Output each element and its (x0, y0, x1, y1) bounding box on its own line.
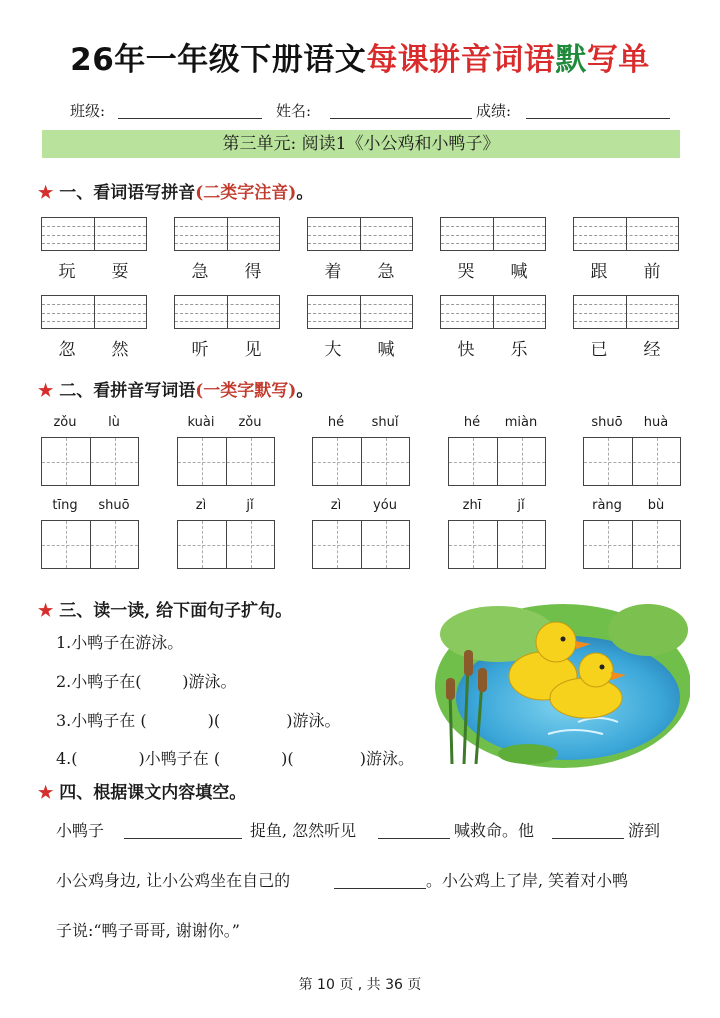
word-character: 喊 (377, 340, 395, 360)
character-writing-grid[interactable] (312, 437, 410, 486)
section3-title: 三、读一读, 给下面句子扩句。 (59, 601, 293, 621)
pinyin-writing-box[interactable] (307, 295, 413, 329)
section2-heading (38, 376, 313, 401)
para-text-5: 小公鸡身边, 让小公鸡坐在自己的 (56, 871, 291, 890)
word-character: 前 (643, 262, 661, 282)
section1-title: 一、看词语写拼音 (59, 183, 196, 203)
character-writing-grid[interactable] (41, 520, 139, 569)
pinyin-writing-box[interactable] (573, 217, 679, 251)
word-character: 然 (111, 340, 129, 360)
word-character: 听 (191, 340, 209, 360)
word-character: 急 (191, 262, 209, 282)
word-character: 乐 (510, 340, 528, 360)
name-field[interactable] (330, 118, 472, 119)
pinyin-writing-box[interactable] (573, 295, 679, 329)
star-icon: ★ (38, 381, 54, 401)
star-icon: ★ (38, 601, 54, 621)
para-text-2: 捉鱼, 忽然听见 (250, 821, 357, 840)
class-field[interactable] (118, 118, 262, 119)
pinyin-label: zì (330, 498, 342, 513)
duck-illustration (428, 594, 690, 770)
character-writing-grid[interactable] (583, 520, 681, 569)
pinyin-label: yóu (373, 498, 397, 513)
pinyin-label: miàn (504, 415, 538, 430)
word-character: 耍 (111, 262, 129, 282)
word-character: 已 (590, 340, 608, 360)
pinyin-label: shuō (98, 498, 130, 513)
para-text-3: 喊救命。他 (454, 821, 535, 840)
word-character: 玩 (58, 262, 76, 282)
word-character: 急 (377, 262, 395, 282)
pinyin-writing-box[interactable] (41, 217, 147, 251)
page-footer: 第 10 页 , 共 36 页 (298, 977, 422, 993)
pinyin-label: huà (643, 415, 669, 430)
word-character: 着 (324, 262, 342, 282)
pinyin-writing-box[interactable] (307, 217, 413, 251)
title-part-green: 默 (555, 42, 587, 78)
sentence-2: 2.小鸭子在( )游泳。 (56, 672, 237, 691)
duck-pond-image (428, 594, 690, 770)
class-label: 班级: (70, 102, 106, 120)
pinyin-label: hé (463, 415, 481, 430)
character-writing-grid[interactable] (448, 437, 546, 486)
fill-blank-2[interactable] (378, 838, 450, 839)
section2-end: 。 (296, 381, 314, 401)
word-character: 忽 (58, 340, 76, 360)
pinyin-label: shuō (591, 415, 623, 430)
pinyin-label: lù (108, 415, 120, 430)
section2-note: (一类字默写) (195, 381, 297, 401)
fill-blank-3[interactable] (552, 838, 624, 839)
para-text-1: 小鸭子 (56, 821, 105, 840)
section4-heading (38, 778, 246, 803)
pinyin-writing-box[interactable] (41, 295, 147, 329)
pinyin-writing-box[interactable] (440, 217, 546, 251)
pinyin-label: zhī (462, 498, 482, 513)
word-character: 哭 (457, 262, 475, 282)
pinyin-label: ràng (592, 498, 622, 513)
word-character: 跟 (590, 262, 608, 282)
pinyin-writing-box[interactable] (174, 217, 280, 251)
fill-blank-1[interactable] (124, 838, 242, 839)
pinyin-writing-box[interactable] (440, 295, 546, 329)
para-text-7: 子说:“鸭子哥哥, 谢谢你。” (56, 921, 240, 940)
pinyin-label: hé (327, 415, 345, 430)
unit-title-bar: 第三单元: 阅读1《小公鸡和小鸭子》 (42, 130, 680, 158)
pinyin-label: zǒu (238, 415, 262, 430)
character-writing-grid[interactable] (312, 520, 410, 569)
pinyin-label: zì (195, 498, 207, 513)
pinyin-label: zǒu (53, 415, 77, 430)
sentence-4: 4.( )小鸭子在 ( )( )游泳。 (56, 749, 414, 768)
pinyin-label: jǐ (517, 498, 525, 513)
para-text-4: 游到 (628, 821, 661, 840)
character-writing-grid[interactable] (177, 520, 275, 569)
pinyin-label: jǐ (246, 498, 254, 513)
name-label: 姓名: (276, 102, 312, 120)
word-character: 喊 (510, 262, 528, 282)
pinyin-label: shuǐ (371, 415, 399, 430)
score-label: 成绩: (476, 102, 512, 120)
word-character: 大 (324, 340, 342, 360)
section1-note: (二类字注音) (195, 183, 297, 203)
title-part-black: 26年一年级下册语文 (70, 42, 367, 78)
character-writing-grid[interactable] (41, 437, 139, 486)
word-character: 快 (457, 340, 475, 360)
character-writing-grid[interactable] (448, 520, 546, 569)
word-character: 见 (244, 340, 262, 360)
word-character: 经 (643, 340, 661, 360)
sentence-3: 3.小鸭子在 ( )( )游泳。 (56, 711, 341, 730)
word-character: 得 (244, 262, 262, 282)
pinyin-label: tīng (52, 498, 78, 513)
section1-heading (38, 178, 313, 203)
star-icon: ★ (38, 783, 54, 803)
character-writing-grid[interactable] (583, 437, 681, 486)
title-part-red-end: 写单 (586, 42, 650, 78)
character-writing-grid[interactable] (177, 437, 275, 486)
pinyin-label: kuài (187, 415, 215, 430)
star-icon: ★ (38, 183, 54, 203)
score-field[interactable] (526, 118, 670, 119)
section4-title: 四、根据课文内容填空。 (59, 783, 247, 803)
section2-title: 二、看拼音写词语 (59, 381, 196, 401)
pinyin-writing-box[interactable] (174, 295, 280, 329)
para-text-6: 。小公鸡上了岸, 笑着对小鸭 (426, 871, 629, 890)
section1-end: 。 (296, 183, 314, 203)
fill-blank-4[interactable] (334, 888, 426, 889)
title-part-red: 每课拼音词语 (366, 42, 556, 78)
sentence-1: 1.小鸭子在游泳。 (56, 633, 184, 652)
section3-heading (38, 596, 292, 621)
page-title (0, 34, 720, 79)
pinyin-label: bù (647, 498, 665, 513)
student-info-row (0, 100, 720, 124)
